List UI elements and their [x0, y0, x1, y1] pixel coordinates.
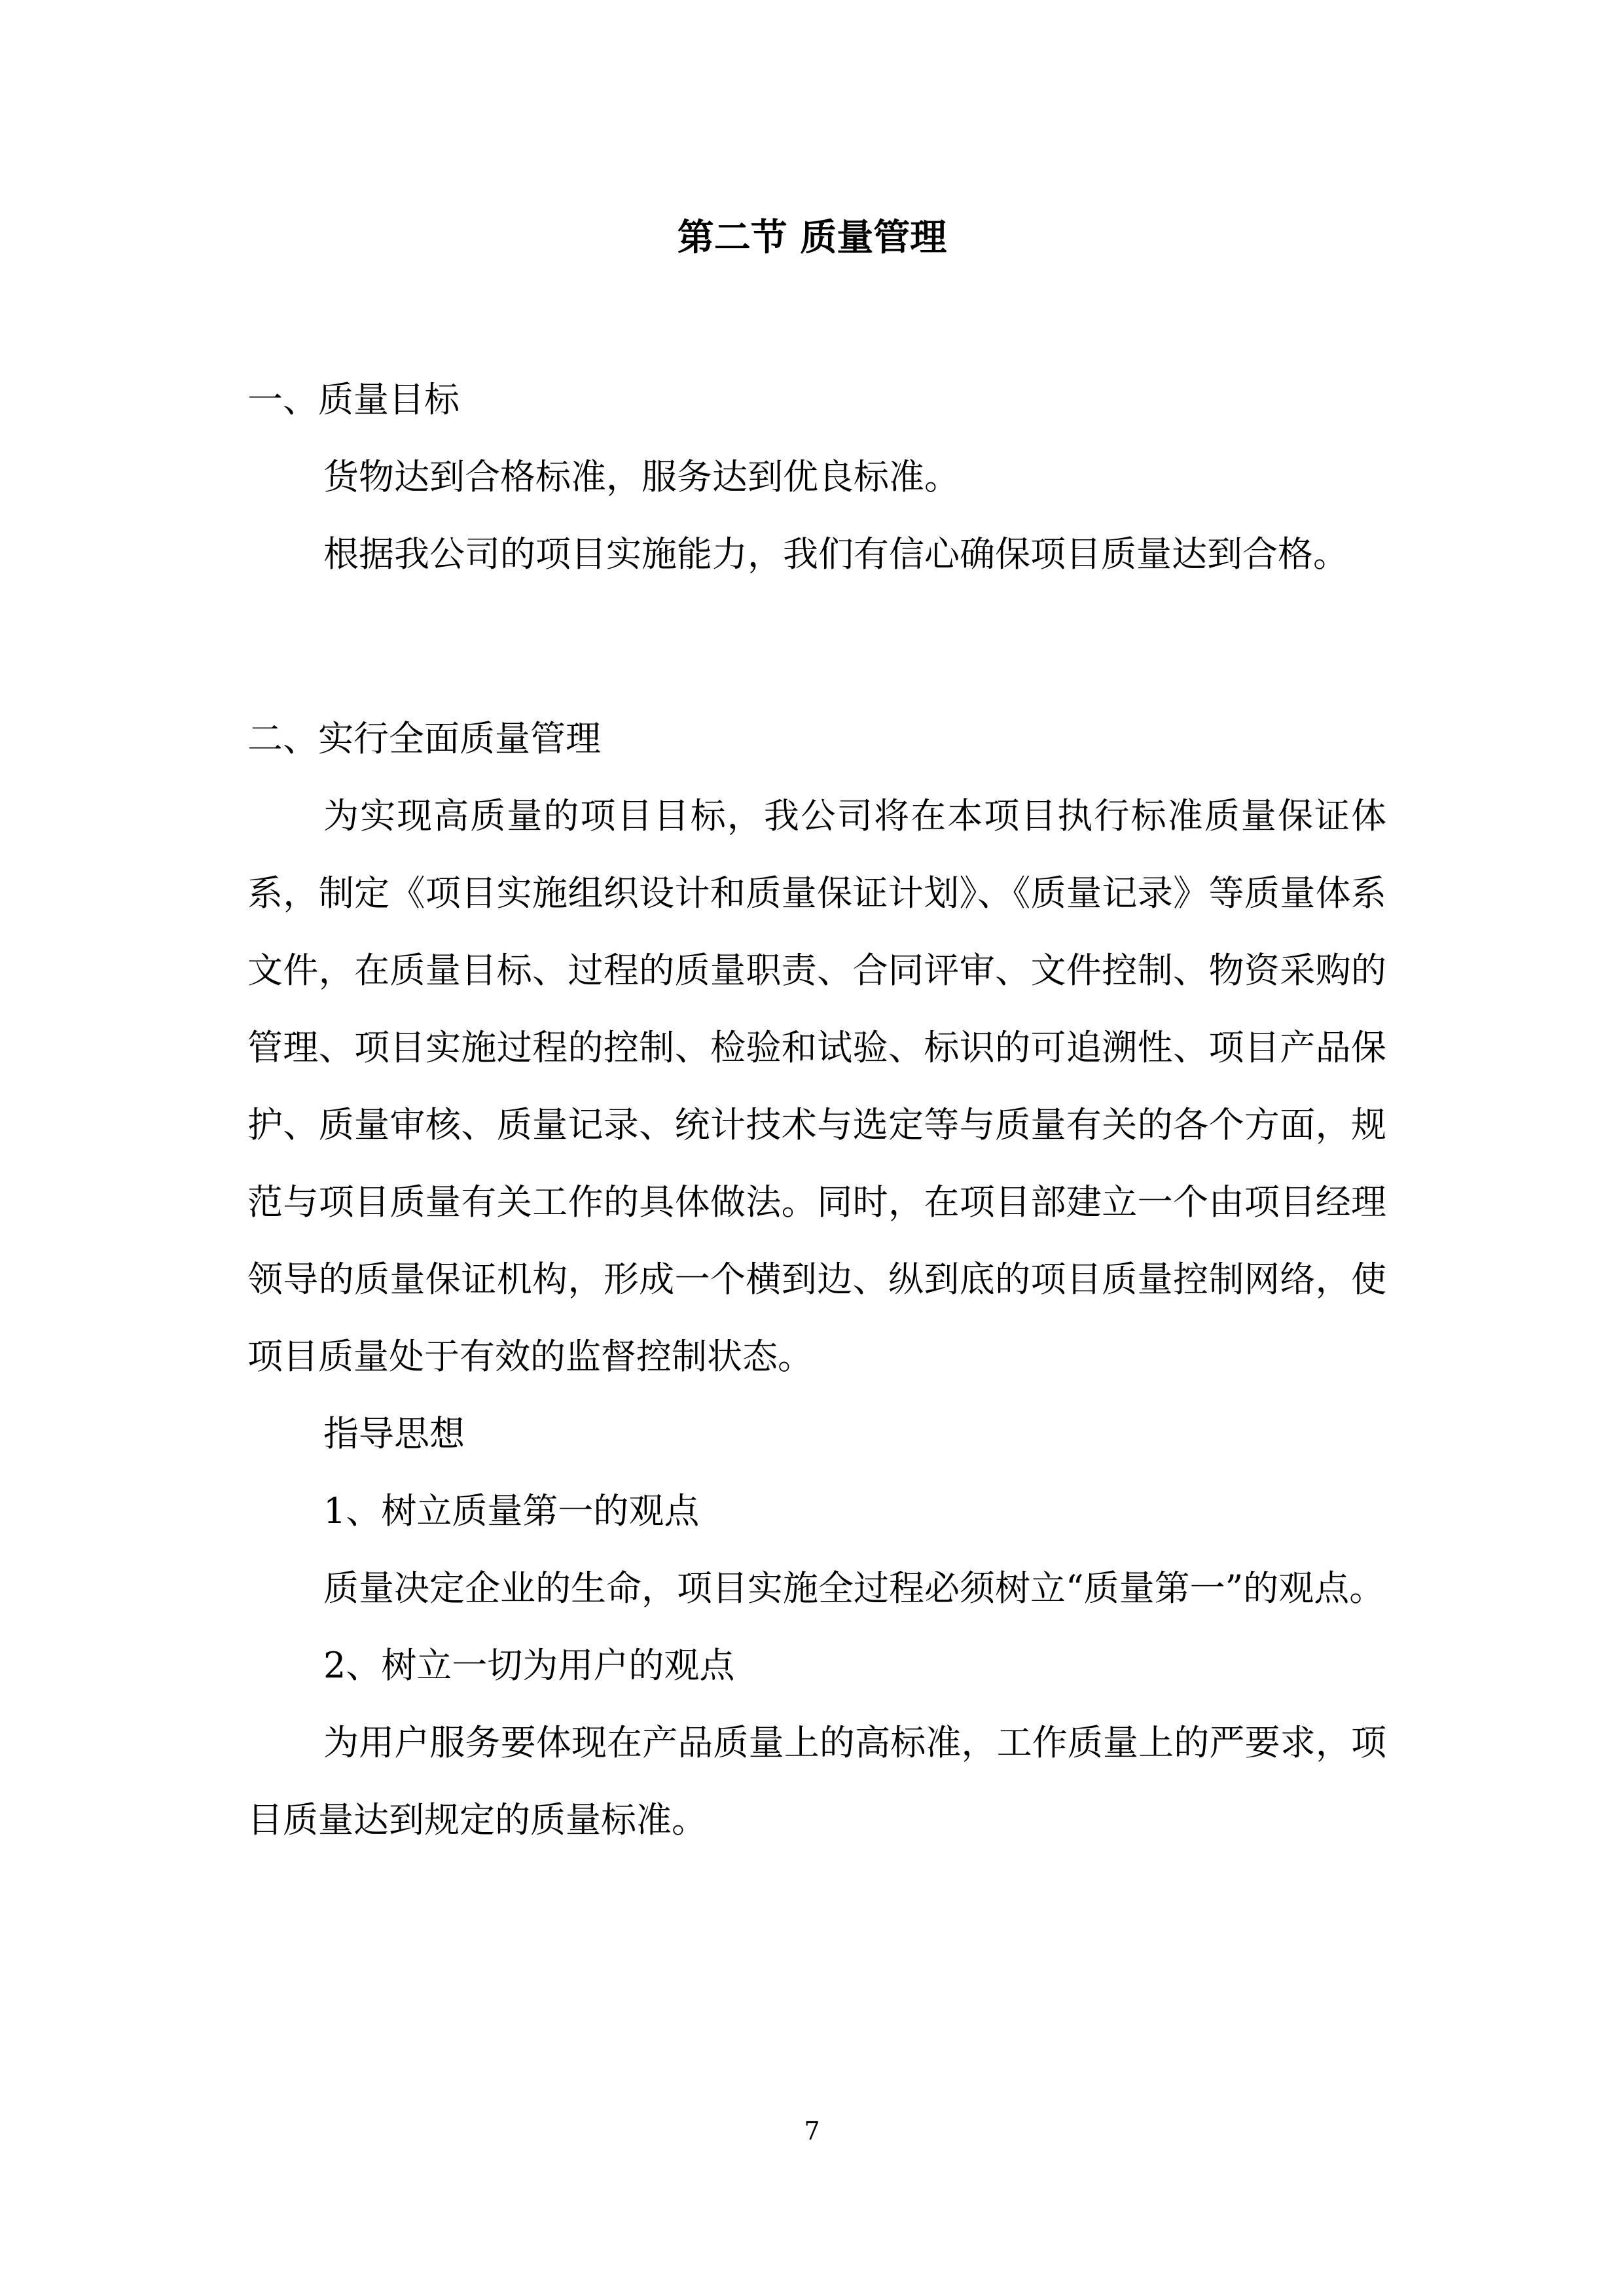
point-1-text: 质量决定企业的生命，项目实施全过程必须树立“质量第一”的观点。 [323, 1568, 1385, 1609]
document-content [247, 361, 1386, 1859]
quality-goal-paragraph-1: 货物达到合格标准，服务达到优良标准。 [323, 456, 960, 497]
page-number: 7 [804, 2117, 820, 2145]
total-quality-paragraph: 为实现高质量的项目目标，我公司将在本项目执行标准质量保证体系，制定《项目实施组织设计和质量保证计划》、《质量记录》等质量体系文件，在质量目标、过程的质量职责、合同评审、文件控制、物资采购的管理、项目实施过程的控制、检验和试验、标识的可追溯性、项目产品保护、质量审核、质量记录、统计技术与选定等与质量有关的各个方面，规范与项目质量有关工作的具体做法。同时，在项目部建立一个由项目经理领导的质量保证机构，形成一个横到边、纵到底的项目质量控制网络，使项目质量处于有效的监督控制状态。 [247, 795, 1386, 1377]
total-quality-heading: 二、实行全面质量管理 [247, 718, 601, 759]
point-1-heading: 1、树立质量第一的观点 [323, 1490, 700, 1532]
quality-goal-paragraph-2: 根据我公司的项目实施能力，我们有信心确保项目质量达到合格。 [323, 533, 1348, 575]
guiding-heading: 指导思想 [323, 1413, 465, 1454]
quality-goal-heading: 一、质量目标 [247, 379, 460, 420]
section-title: 第二节 质量管理 [677, 216, 947, 259]
point-2-text: 为用户服务要体现在产品质量上的高标准，工作质量上的严要求，项目质量达到规定的质量标准。 [247, 1722, 1386, 1840]
point-2-heading: 2、树立一切为用户的观点 [323, 1645, 735, 1686]
